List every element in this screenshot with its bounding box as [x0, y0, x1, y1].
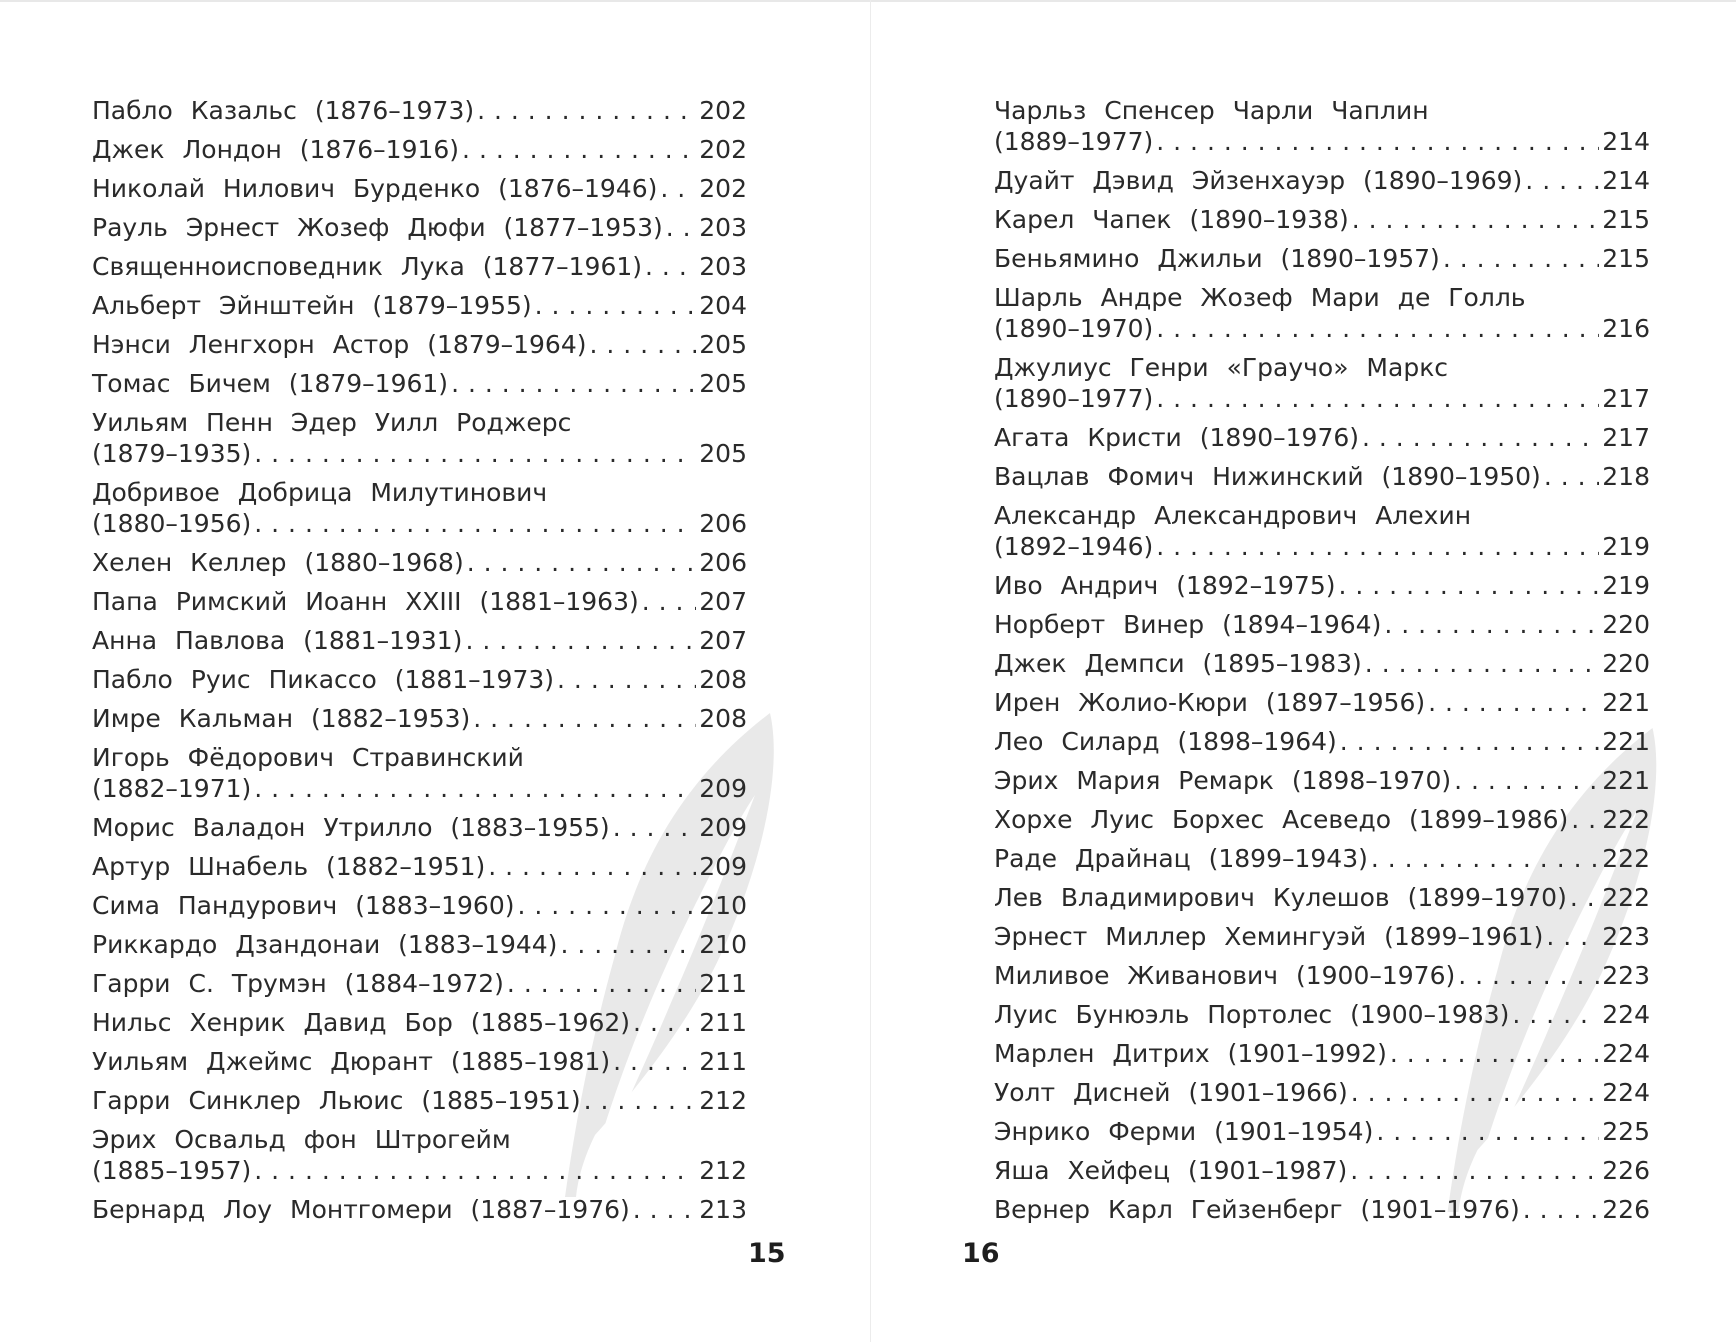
toc-entry-page-number: 205 [699, 330, 747, 359]
toc-entry-page-number: 224 [1602, 1078, 1650, 1107]
toc-entry-line [994, 95, 1650, 126]
toc-entry-line [92, 290, 747, 321]
toc-entry [92, 547, 747, 578]
toc-entry-name: (1879–1935) [92, 439, 252, 468]
toc-entry-line [994, 999, 1650, 1030]
toc-entry-page-number: 208 [699, 704, 747, 733]
toc-entry-name: Игорь Фёдорович Стравинский [92, 743, 524, 772]
toc-entry-name: Шарль Андре Жозеф Мари де Голль [994, 283, 1526, 312]
dot-leader [462, 134, 696, 165]
toc-entry [92, 812, 747, 843]
toc-entry-line [994, 921, 1650, 952]
toc-entry-page-number: 223 [1602, 961, 1650, 990]
toc-entry-name: Хорхе Луис Борхес Асеведо (1899–1986) [994, 805, 1569, 834]
toc-entry [92, 329, 747, 360]
dot-leader [666, 212, 697, 243]
toc-entry [92, 742, 747, 804]
toc-entry [92, 1194, 747, 1225]
dot-leader [1546, 921, 1599, 952]
dot-leader [1376, 1116, 1599, 1147]
toc-entry-line [994, 687, 1650, 718]
toc-entry-line [92, 1155, 747, 1186]
toc-entry [994, 165, 1650, 196]
toc-entry [92, 251, 747, 282]
dot-leader [1156, 313, 1599, 344]
toc-entry-name: Нильс Хенрик Давид Бор (1885–1962) [92, 1008, 631, 1037]
toc-entry-name: Пабло Казальс (1876–1973) [92, 96, 475, 125]
dot-leader [451, 368, 696, 399]
dot-leader [633, 1194, 697, 1225]
dot-leader [507, 968, 696, 999]
toc-entry [994, 999, 1650, 1030]
toc-entry-page-number: 206 [699, 548, 747, 577]
dot-leader [1458, 960, 1599, 991]
toc-entry-page-number: 225 [1602, 1117, 1650, 1146]
toc-entry-line [994, 282, 1650, 313]
toc-entry-line [92, 407, 747, 438]
toc-entry-line [92, 1194, 747, 1225]
toc-entry-line [994, 843, 1650, 874]
toc-entry-name: Вернер Карл Гейзенберг (1901–1976) [994, 1195, 1520, 1224]
toc-entry [994, 282, 1650, 344]
dot-leader [1454, 765, 1599, 796]
dot-leader [1384, 609, 1599, 640]
toc-entry-page-number: 217 [1602, 384, 1650, 413]
toc-entry-name: Агата Кристи (1890–1976) [994, 423, 1360, 452]
toc-entry [92, 929, 747, 960]
dot-leader [1352, 204, 1600, 235]
toc-entry-line [994, 1116, 1650, 1147]
toc-entry-line [92, 1124, 747, 1155]
dot-leader [477, 95, 696, 126]
toc-entry-line [994, 882, 1650, 913]
toc-entry [994, 609, 1650, 640]
toc-entry-name: Папа Римский Иоанн XXIII (1881–1963) [92, 587, 639, 616]
toc-entry [994, 882, 1650, 913]
toc-entry [994, 960, 1650, 991]
toc-entry-name: Священноисповедник Лука (1877–1961) [92, 252, 643, 281]
toc-entry-line [92, 212, 747, 243]
toc-entry [92, 212, 747, 243]
toc-entry-page-number: 223 [1602, 922, 1650, 951]
toc-entry-line [994, 804, 1650, 835]
dot-leader [1362, 422, 1599, 453]
toc-entry-line [92, 1046, 747, 1077]
toc-entry-line [994, 1038, 1650, 1069]
toc-entry-line [994, 422, 1650, 453]
toc-entry-line [92, 773, 747, 804]
toc-entry-name: Сима Пандурович (1883–1960) [92, 891, 515, 920]
toc-entry-line [92, 664, 747, 695]
toc-entry-page-number: 211 [699, 1047, 747, 1076]
toc-entry-line [994, 243, 1650, 274]
toc-entry-page-number: 222 [1602, 844, 1650, 873]
toc-entry-page-number: 209 [699, 852, 747, 881]
toc-entry-name: Николай Нилович Бурденко (1876–1946) [92, 174, 658, 203]
dot-leader [584, 1085, 697, 1116]
toc-entry [92, 95, 747, 126]
toc-entry [92, 134, 747, 165]
toc-entry-name: (1889–1977) [994, 127, 1154, 156]
toc-entry-line [994, 531, 1650, 562]
toc-entry [994, 461, 1650, 492]
toc-entry-line [92, 134, 747, 165]
toc-entry-name: Иво Андрич (1892–1975) [994, 571, 1336, 600]
toc-entry-name: Энрико Ферми (1901–1954) [994, 1117, 1374, 1146]
toc-entry-name: Беньямино Джильи (1890–1957) [994, 244, 1440, 273]
toc-entry-page-number: 207 [699, 587, 747, 616]
toc-entry-line [994, 352, 1650, 383]
toc-entry-page-number: 214 [1602, 166, 1650, 195]
toc-entry-page-number: 220 [1602, 610, 1650, 639]
toc-entry-page-number: 219 [1602, 571, 1650, 600]
toc-entry [994, 500, 1650, 562]
toc-entry-name: (1882–1971) [92, 774, 252, 803]
dot-leader [1156, 383, 1599, 414]
toc-entry-page-number: 202 [699, 96, 747, 125]
toc-entry [994, 422, 1650, 453]
toc-entry-line [92, 329, 747, 360]
dot-leader [465, 625, 696, 656]
toc-entry-name: Альберт Эйнштейн (1879–1955) [92, 291, 532, 320]
toc-entry-name: Эрих Освальд фон Штрогейм [92, 1125, 511, 1154]
toc-entry-name: Джек Лондон (1876–1916) [92, 135, 460, 164]
toc-entry-name: Гарри Синклер Льюис (1885–1951) [92, 1086, 581, 1115]
toc-entry-line [994, 383, 1650, 414]
toc-entry-line [92, 968, 747, 999]
toc-entry-page-number: 210 [699, 891, 747, 920]
toc-entry [994, 843, 1650, 874]
toc-entry-page-number: 221 [1602, 688, 1650, 717]
toc-entry-page-number: 213 [699, 1195, 747, 1224]
toc-entry-line [994, 609, 1650, 640]
toc-entry-page-number: 212 [699, 1086, 747, 1115]
toc-entry-name: Александр Александрович Алехин [994, 501, 1472, 530]
toc-entry [994, 765, 1650, 796]
toc-entry-page-number: 219 [1602, 532, 1650, 561]
right-page [870, 0, 1736, 1342]
toc-entry-name: (1885–1957) [92, 1156, 252, 1185]
dot-leader [1339, 570, 1600, 601]
toc-entry [994, 1116, 1650, 1147]
toc-entry-name: Уильям Джеймс Дюрант (1885–1981) [92, 1047, 611, 1076]
toc-entry-page-number: 214 [1602, 127, 1650, 156]
toc-entry-name: Морис Валадон Утрилло (1883–1955) [92, 813, 610, 842]
toc-entry-line [994, 461, 1650, 492]
toc-entry [92, 664, 747, 695]
toc-entry-name: Норберт Винер (1894–1964) [994, 610, 1382, 639]
dot-leader [1340, 726, 1600, 757]
toc-entry-line [994, 648, 1650, 679]
toc-entry-name: Гарри С. Трумэн (1884–1972) [92, 969, 504, 998]
toc-entry-line [92, 251, 747, 282]
toc-entry-line [92, 625, 747, 656]
toc-entry-name: Чарльз Спенсер Чарли Чаплин [994, 96, 1429, 125]
dot-leader [254, 438, 696, 469]
toc-entry-line [92, 477, 747, 508]
toc-entry-page-number: 203 [699, 252, 747, 281]
toc-entry-name: Карел Чапек (1890–1938) [994, 205, 1349, 234]
dot-leader [1428, 687, 1599, 718]
dot-leader [1351, 1077, 1600, 1108]
toc-entry [92, 1085, 747, 1116]
toc-entry-line [92, 173, 747, 204]
toc-entry-name: Пабло Руис Пикассо (1881–1973) [92, 665, 555, 694]
dot-leader [254, 1155, 696, 1186]
right-contents-list [994, 95, 1650, 1233]
toc-entry-page-number: 217 [1602, 423, 1650, 452]
toc-entry [994, 243, 1650, 274]
toc-entry [994, 1194, 1650, 1225]
dot-leader [1390, 1038, 1599, 1069]
toc-entry-line [994, 1155, 1650, 1186]
dot-leader [1570, 882, 1599, 913]
toc-entry [92, 703, 747, 734]
toc-entry-name: Эрнест Миллер Хемингуэй (1899–1961) [994, 922, 1544, 951]
dot-leader [1350, 1155, 1599, 1186]
toc-entry-name: Хелен Келлер (1880–1968) [92, 548, 464, 577]
toc-entry [994, 726, 1650, 757]
toc-entry [92, 1124, 747, 1186]
toc-entry [994, 95, 1650, 157]
toc-entry-line [92, 742, 747, 773]
dot-leader [1525, 165, 1599, 196]
toc-entry-name: Дуайт Дэвид Эйзенхауэр (1890–1969) [994, 166, 1523, 195]
toc-entry [92, 586, 747, 617]
toc-entry [994, 687, 1650, 718]
toc-entry-page-number: 216 [1602, 314, 1650, 343]
toc-entry [92, 290, 747, 321]
toc-entry [994, 648, 1650, 679]
toc-entry-page-number: 224 [1602, 1000, 1650, 1029]
toc-entry [994, 570, 1650, 601]
toc-entry-name: Уильям Пенн Эдер Уилл Роджерс [92, 408, 572, 437]
toc-entry-name: Луис Бунюэль Портолес (1900–1983) [994, 1000, 1510, 1029]
toc-entry-page-number: 202 [699, 135, 747, 164]
toc-entry-name: (1892–1946) [994, 532, 1154, 561]
toc-entry-page-number: 202 [699, 174, 747, 203]
dot-leader [560, 929, 696, 960]
toc-entry-line [994, 726, 1650, 757]
toc-entry [92, 1046, 747, 1077]
toc-entry-name: Анна Павлова (1881–1931) [92, 626, 463, 655]
dot-leader [254, 508, 696, 539]
toc-entry [92, 890, 747, 921]
toc-entry-name: Добривое Добрица Милутинович [92, 478, 548, 507]
toc-entry-page-number: 205 [699, 369, 747, 398]
toc-entry-line [92, 1085, 747, 1116]
toc-entry-line [994, 313, 1650, 344]
dot-leader [642, 586, 697, 617]
page-number-left: 15 [748, 1238, 786, 1269]
dot-leader [660, 173, 696, 204]
toc-entry [994, 1038, 1650, 1069]
dot-leader [535, 290, 697, 321]
toc-entry-page-number: 203 [699, 213, 747, 242]
toc-entry [994, 1155, 1650, 1186]
dot-leader [1571, 804, 1599, 835]
toc-entry-page-number: 210 [699, 930, 747, 959]
toc-entry-line [92, 508, 747, 539]
toc-entry-name: Артур Шнабель (1882–1951) [92, 852, 486, 881]
dot-leader [1544, 461, 1599, 492]
toc-entry-line [92, 929, 747, 960]
toc-entry-page-number: 215 [1602, 244, 1650, 273]
dot-leader [254, 773, 696, 804]
dot-leader [1512, 999, 1599, 1030]
page-number-right: 16 [962, 1238, 1000, 1269]
toc-entry-name: Ирен Жолио-Кюри (1897–1956) [994, 688, 1426, 717]
toc-entry [994, 921, 1650, 952]
toc-entry-name: Уолт Дисней (1901–1966) [994, 1078, 1348, 1107]
dot-leader [613, 1046, 696, 1077]
toc-entry-page-number: 211 [699, 969, 747, 998]
toc-entry-page-number: 204 [699, 291, 747, 320]
toc-entry-line [92, 890, 747, 921]
left-contents-list [92, 95, 747, 1233]
dot-leader [1371, 843, 1599, 874]
dot-leader [1365, 648, 1599, 679]
toc-entry-line [92, 95, 747, 126]
dot-leader [613, 812, 697, 843]
toc-entry-line [994, 765, 1650, 796]
toc-entry [994, 352, 1650, 414]
toc-entry-name: Марлен Дитрих (1901–1992) [994, 1039, 1387, 1068]
toc-entry [92, 851, 747, 882]
toc-entry-page-number: 222 [1602, 805, 1650, 834]
toc-entry-name: Яша Хейфец (1901–1987) [994, 1156, 1348, 1185]
toc-entry-name: Джулиус Генри «Граучо» Маркс [994, 353, 1449, 382]
toc-entry-page-number: 211 [699, 1008, 747, 1037]
toc-entry-line [994, 126, 1650, 157]
dot-leader [1523, 1194, 1600, 1225]
toc-entry [92, 477, 747, 539]
toc-entry-page-number: 209 [699, 813, 747, 842]
toc-entry [92, 173, 747, 204]
toc-entry-name: Раде Драйнац (1899–1943) [994, 844, 1368, 873]
toc-entry-line [994, 1194, 1650, 1225]
toc-entry-name: Бернард Лоу Монтгомери (1887–1976) [92, 1195, 630, 1224]
toc-entry-page-number: 222 [1602, 883, 1650, 912]
toc-entry-line [994, 570, 1650, 601]
toc-entry-page-number: 224 [1602, 1039, 1650, 1068]
dot-leader [1156, 531, 1599, 562]
toc-entry [92, 407, 747, 469]
toc-entry-line [92, 1007, 747, 1038]
toc-entry-name: Лео Силард (1898–1964) [994, 727, 1337, 756]
toc-entry-name: Имре Кальман (1882–1953) [92, 704, 471, 733]
toc-entry-name: (1890–1977) [994, 384, 1154, 413]
toc-entry-name: (1890–1970) [994, 314, 1154, 343]
toc-entry-name: Нэнси Ленгхорн Астор (1879–1964) [92, 330, 587, 359]
toc-entry-page-number: 209 [699, 774, 747, 803]
toc-entry [92, 625, 747, 656]
toc-entry-page-number: 212 [699, 1156, 747, 1185]
toc-entry-line [994, 204, 1650, 235]
toc-entry-line [92, 547, 747, 578]
dot-leader [467, 547, 697, 578]
toc-entry-line [994, 500, 1650, 531]
toc-entry-line [92, 851, 747, 882]
toc-entry-page-number: 226 [1602, 1156, 1650, 1185]
toc-entry [92, 1007, 747, 1038]
toc-entry [994, 204, 1650, 235]
toc-entry-line [92, 703, 747, 734]
toc-entry-name: (1880–1956) [92, 509, 252, 538]
toc-entry-page-number: 226 [1602, 1195, 1650, 1224]
toc-entry-line [92, 812, 747, 843]
toc-entry-name: Рауль Эрнест Жозеф Дюфи (1877–1953) [92, 213, 663, 242]
toc-entry-name: Эрих Мария Ремарк (1898–1970) [994, 766, 1452, 795]
toc-entry-name: Риккардо Дзандонаи (1883–1944) [92, 930, 558, 959]
toc-entry-line [994, 165, 1650, 196]
dot-leader [1443, 243, 1599, 274]
dot-leader [518, 890, 697, 921]
toc-entry [92, 368, 747, 399]
toc-entry-name: Лев Владимирович Кулешов (1899–1970) [994, 883, 1567, 912]
toc-entry-page-number: 221 [1602, 766, 1650, 795]
toc-entry-line [92, 438, 747, 469]
toc-entry [92, 968, 747, 999]
toc-entry-name: Миливое Живанович (1900–1976) [994, 961, 1456, 990]
toc-entry-page-number: 207 [699, 626, 747, 655]
toc-entry-page-number: 220 [1602, 649, 1650, 678]
toc-entry-line [994, 960, 1650, 991]
toc-entry-page-number: 205 [699, 439, 747, 468]
toc-entry [994, 1077, 1650, 1108]
toc-entry-line [92, 368, 747, 399]
dot-leader [1156, 126, 1599, 157]
dot-leader [633, 1007, 696, 1038]
dot-leader [590, 329, 697, 360]
toc-entry-name: Джек Демпси (1895–1983) [994, 649, 1362, 678]
toc-entry-page-number: 221 [1602, 727, 1650, 756]
toc-entry-line [994, 1077, 1650, 1108]
toc-entry-page-number: 206 [699, 509, 747, 538]
dot-leader [488, 851, 696, 882]
toc-entry-line [92, 586, 747, 617]
toc-entry-page-number: 218 [1602, 462, 1650, 491]
dot-leader [645, 251, 696, 282]
toc-entry-name: Вацлав Фомич Нижинский (1890–1950) [994, 462, 1541, 491]
dot-leader [473, 703, 696, 734]
toc-entry-page-number: 215 [1602, 205, 1650, 234]
dot-leader [557, 664, 696, 695]
toc-entry-page-number: 208 [699, 665, 747, 694]
toc-entry-name: Томас Бичем (1879–1961) [92, 369, 449, 398]
toc-entry [994, 804, 1650, 835]
